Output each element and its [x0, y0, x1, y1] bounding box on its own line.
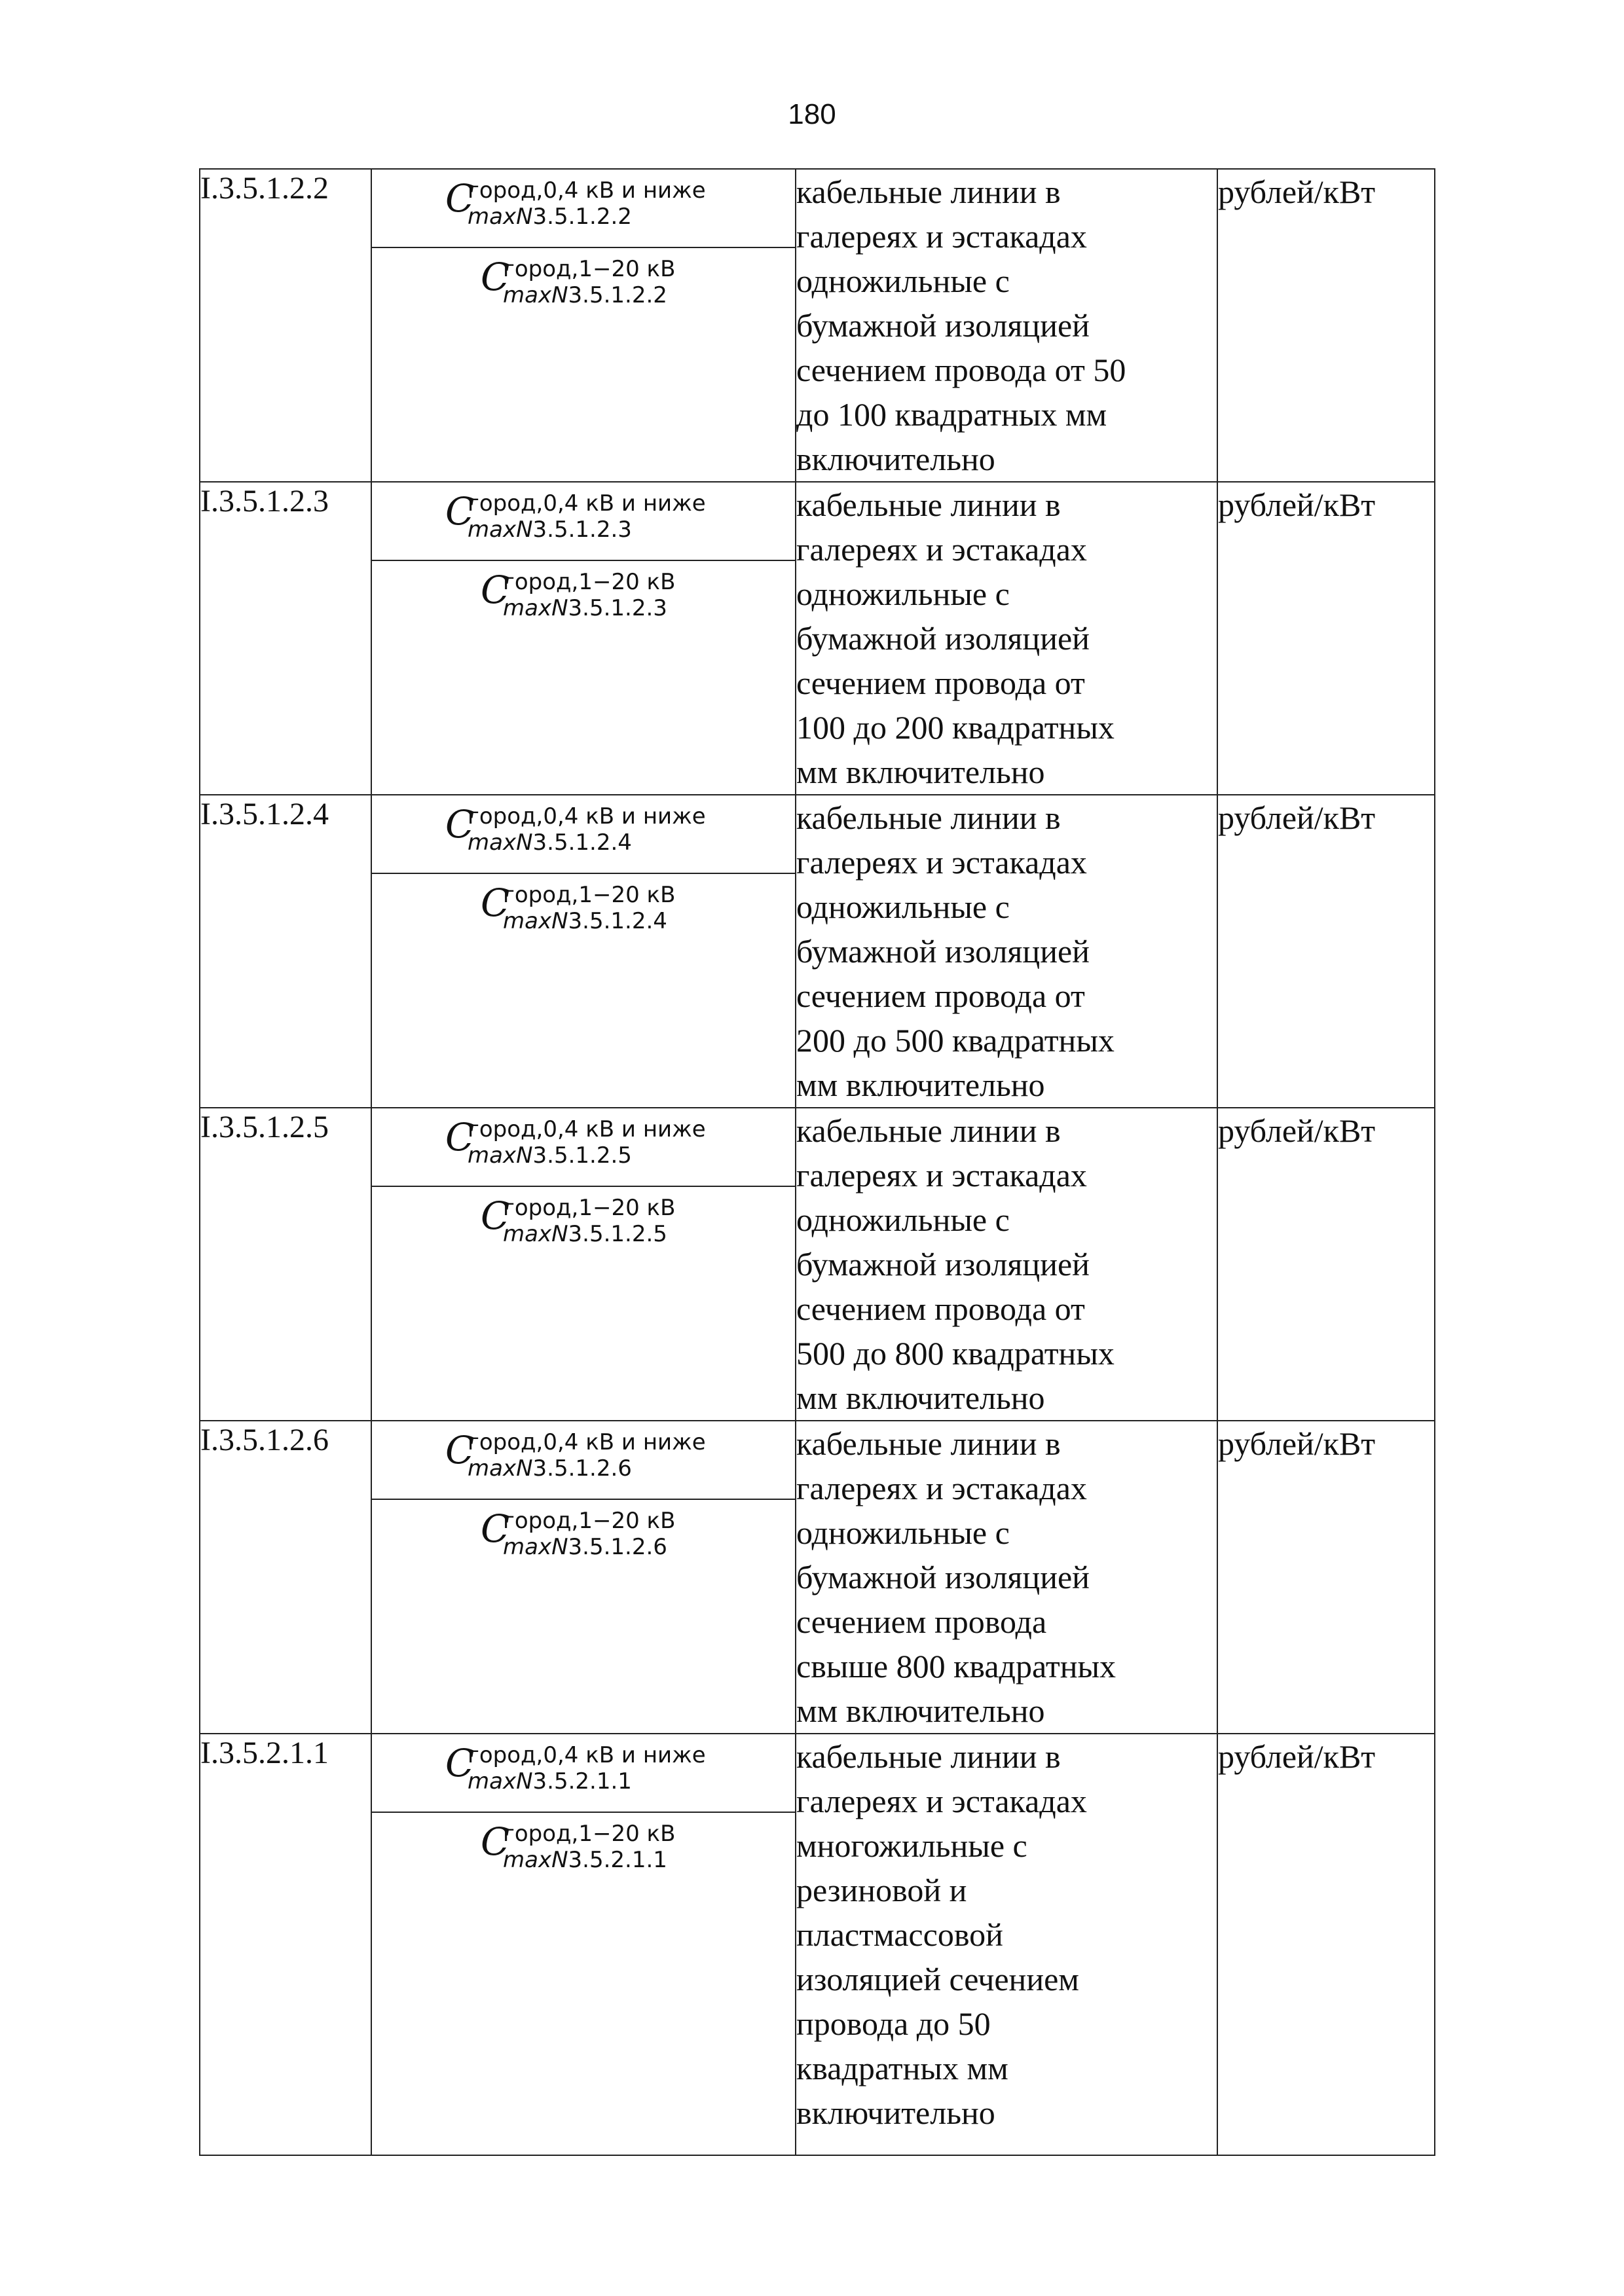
subscript-variable: maxN [503, 1534, 568, 1560]
symbol-superscript: город,1−20 кВ [503, 882, 676, 908]
formula-cell [371, 1108, 796, 1421]
formula-low-voltage [372, 1108, 795, 1187]
description-line: сечением провода [796, 1603, 1047, 1640]
symbol-superscript: город,1−20 кВ [503, 1195, 676, 1221]
description-line: свыше 800 квадратных [796, 1648, 1116, 1685]
symbol-subscript [468, 1142, 632, 1169]
description-line: изоляцией сечением [796, 1961, 1079, 1997]
description-line: галереях и эстакадах [796, 218, 1087, 255]
formula-medium-voltage [372, 1813, 795, 1898]
row-code: I.3.5.1.2.3 [200, 482, 371, 795]
subscript-number: 3.5.1.2.6 [568, 1534, 667, 1560]
symbol-letter: C [481, 1819, 510, 1864]
symbol-superscript: город,1−20 кВ [503, 1821, 676, 1847]
subscript-variable: maxN [468, 517, 533, 543]
symbol-superscript: город,1−20 кВ [503, 569, 676, 595]
symbol-letter: C [481, 1194, 510, 1238]
formula-medium-voltage [372, 561, 795, 646]
description-cell [796, 795, 1217, 1108]
description-line: сечением провода от 50 [796, 352, 1126, 388]
description-line: 500 до 800 квадратных [796, 1335, 1115, 1372]
description-line: провода до 50 [796, 2005, 991, 2042]
description-line: сечением провода от [796, 665, 1085, 701]
description-line: одножильные с [796, 1201, 1010, 1238]
description-line: до 100 квадратных мм [796, 396, 1107, 433]
row-code: I.3.5.1.2.4 [200, 795, 371, 1108]
table-row [200, 482, 1435, 795]
symbol-letter: C [481, 255, 510, 299]
subscript-number: 3.5.1.2.3 [532, 517, 632, 543]
page-number: 180 [788, 98, 836, 130]
symbol-subscript [503, 595, 667, 621]
symbol-subscript [503, 1221, 667, 1247]
symbol-letter: C [445, 802, 475, 847]
subscript-number: 3.5.1.2.3 [568, 595, 667, 621]
description-line: включительно [796, 2094, 995, 2131]
symbol-letter: C [481, 881, 510, 925]
description-line: галереях и эстакадах [796, 1470, 1087, 1506]
symbol-superscript: город,0,4 кВ и ниже [468, 177, 706, 204]
formula-low-voltage [372, 1734, 795, 1813]
description-cell [796, 1734, 1217, 2155]
description-line: сечением провода от [796, 1290, 1085, 1327]
symbol-letter: C [481, 568, 510, 612]
formula-low-voltage [372, 795, 795, 874]
formula-cell [371, 795, 796, 1108]
symbol-letter: C [481, 1506, 510, 1551]
description-line: бумажной изоляцией [796, 1246, 1090, 1283]
symbol-superscript: город,0,4 кВ и ниже [468, 803, 706, 829]
description-line: мм включительно [796, 754, 1045, 790]
formula-medium-voltage [372, 1187, 795, 1272]
subscript-number: 3.5.1.2.2 [532, 204, 632, 230]
symbol-superscript: город,0,4 кВ и ниже [468, 490, 706, 517]
symbol-superscript: город,1−20 кВ [503, 1508, 676, 1534]
formula-cell [371, 1421, 796, 1734]
formula-cell [371, 1734, 796, 2155]
description-cell [796, 169, 1217, 482]
description-line: 200 до 500 квадратных [796, 1022, 1115, 1059]
description-line: квадратных мм [796, 2050, 1008, 2086]
unit-cell: рублей/кВт [1217, 1734, 1435, 2155]
symbol-superscript: город,0,4 кВ и ниже [468, 1742, 706, 1768]
description-line: кабельные линии в [796, 1112, 1061, 1149]
description-line: кабельные линии в [796, 173, 1061, 210]
unit-cell: рублей/кВт [1217, 482, 1435, 795]
symbol-letter: C [445, 176, 475, 221]
description-line: бумажной изоляцией [796, 1559, 1090, 1595]
subscript-number: 3.5.1.2.5 [568, 1221, 667, 1247]
description-line: одножильные с [796, 888, 1010, 925]
description-line: бумажной изоляцией [796, 620, 1090, 657]
subscript-variable: maxN [503, 1847, 568, 1873]
description-line: мм включительно [796, 1692, 1045, 1729]
unit-cell: рублей/кВт [1217, 1421, 1435, 1734]
symbol-subscript [503, 282, 667, 308]
subscript-variable: maxN [503, 595, 568, 621]
unit-cell: рублей/кВт [1217, 1108, 1435, 1421]
subscript-number: 3.5.1.2.2 [568, 282, 667, 308]
formula-medium-voltage [372, 1500, 795, 1585]
subscript-number: 3.5.1.2.5 [532, 1142, 632, 1169]
symbol-subscript [468, 204, 632, 230]
symbol-subscript [468, 1768, 632, 1795]
symbol-letter: C [445, 1115, 475, 1159]
tariff-table [199, 168, 1435, 2156]
description-line: сечением провода от [796, 977, 1085, 1014]
subscript-number: 3.5.1.2.4 [532, 829, 632, 856]
subscript-variable: maxN [503, 908, 568, 934]
description-cell [796, 1421, 1217, 1734]
subscript-variable: maxN [503, 282, 568, 308]
tariff-table-body [200, 169, 1435, 2155]
row-code: I.3.5.1.2.2 [200, 169, 371, 482]
row-code: I.3.5.1.2.6 [200, 1421, 371, 1734]
description-line: мм включительно [796, 1066, 1045, 1103]
description-line: 100 до 200 квадратных [796, 709, 1115, 746]
symbol-subscript [503, 1534, 667, 1560]
table-row [200, 1421, 1435, 1734]
formula-medium-voltage [372, 874, 795, 959]
subscript-number: 3.5.1.2.4 [568, 908, 667, 934]
subscript-variable: maxN [503, 1221, 568, 1247]
symbol-superscript: город,1−20 кВ [503, 256, 676, 282]
description-line: резиновой и [796, 1872, 967, 1908]
formula-low-voltage [372, 483, 795, 561]
table-row [200, 795, 1435, 1108]
description-line: галереях и эстакадах [796, 1157, 1087, 1194]
description-line: мм включительно [796, 1379, 1045, 1416]
description-line: галереях и эстакадах [796, 531, 1087, 568]
description-line: галереях и эстакадах [796, 1783, 1087, 1819]
formula-low-voltage [372, 170, 795, 248]
symbol-letter: C [445, 489, 475, 534]
symbol-letter: C [445, 1428, 475, 1472]
table-row [200, 1108, 1435, 1421]
symbol-subscript [468, 517, 632, 543]
description-line: одножильные с [796, 1514, 1010, 1551]
description-line: одножильные с [796, 263, 1010, 299]
subscript-variable: maxN [468, 1455, 533, 1482]
subscript-variable: maxN [468, 829, 533, 856]
table-row [200, 169, 1435, 482]
symbol-superscript: город,0,4 кВ и ниже [468, 1429, 706, 1455]
formula-cell [371, 169, 796, 482]
description-line: включительно [796, 441, 995, 477]
description-line: одножильные с [796, 575, 1010, 612]
symbol-subscript [468, 829, 632, 856]
description-line: пластмассовой [796, 1916, 1003, 1953]
symbol-letter: C [445, 1741, 475, 1785]
description-line: многожильные с [796, 1827, 1027, 1864]
formula-medium-voltage [372, 248, 795, 333]
symbol-subscript [468, 1455, 632, 1482]
row-code: I.3.5.2.1.1 [200, 1734, 371, 2155]
table-row [200, 1734, 1435, 2155]
description-line: бумажной изоляцией [796, 933, 1090, 970]
description-line: кабельные линии в [796, 1738, 1061, 1775]
symbol-superscript: город,0,4 кВ и ниже [468, 1116, 706, 1142]
description-cell [796, 1108, 1217, 1421]
unit-cell: рублей/кВт [1217, 169, 1435, 482]
subscript-variable: maxN [468, 204, 533, 230]
description-line: кабельные линии в [796, 486, 1061, 523]
unit-cell: рублей/кВт [1217, 795, 1435, 1108]
formula-low-voltage [372, 1421, 795, 1500]
description-cell [796, 482, 1217, 795]
description-line: бумажной изоляцией [796, 307, 1090, 344]
symbol-subscript [503, 1847, 667, 1873]
subscript-number: 3.5.1.2.6 [532, 1455, 632, 1482]
subscript-variable: maxN [468, 1142, 533, 1169]
subscript-number: 3.5.2.1.1 [532, 1768, 632, 1795]
description-line: галереях и эстакадах [796, 844, 1087, 881]
symbol-subscript [503, 908, 667, 934]
description-line: кабельные линии в [796, 1425, 1061, 1462]
formula-cell [371, 482, 796, 795]
row-code: I.3.5.1.2.5 [200, 1108, 371, 1421]
subscript-variable: maxN [468, 1768, 533, 1795]
description-line: кабельные линии в [796, 799, 1061, 836]
subscript-number: 3.5.2.1.1 [568, 1847, 667, 1873]
